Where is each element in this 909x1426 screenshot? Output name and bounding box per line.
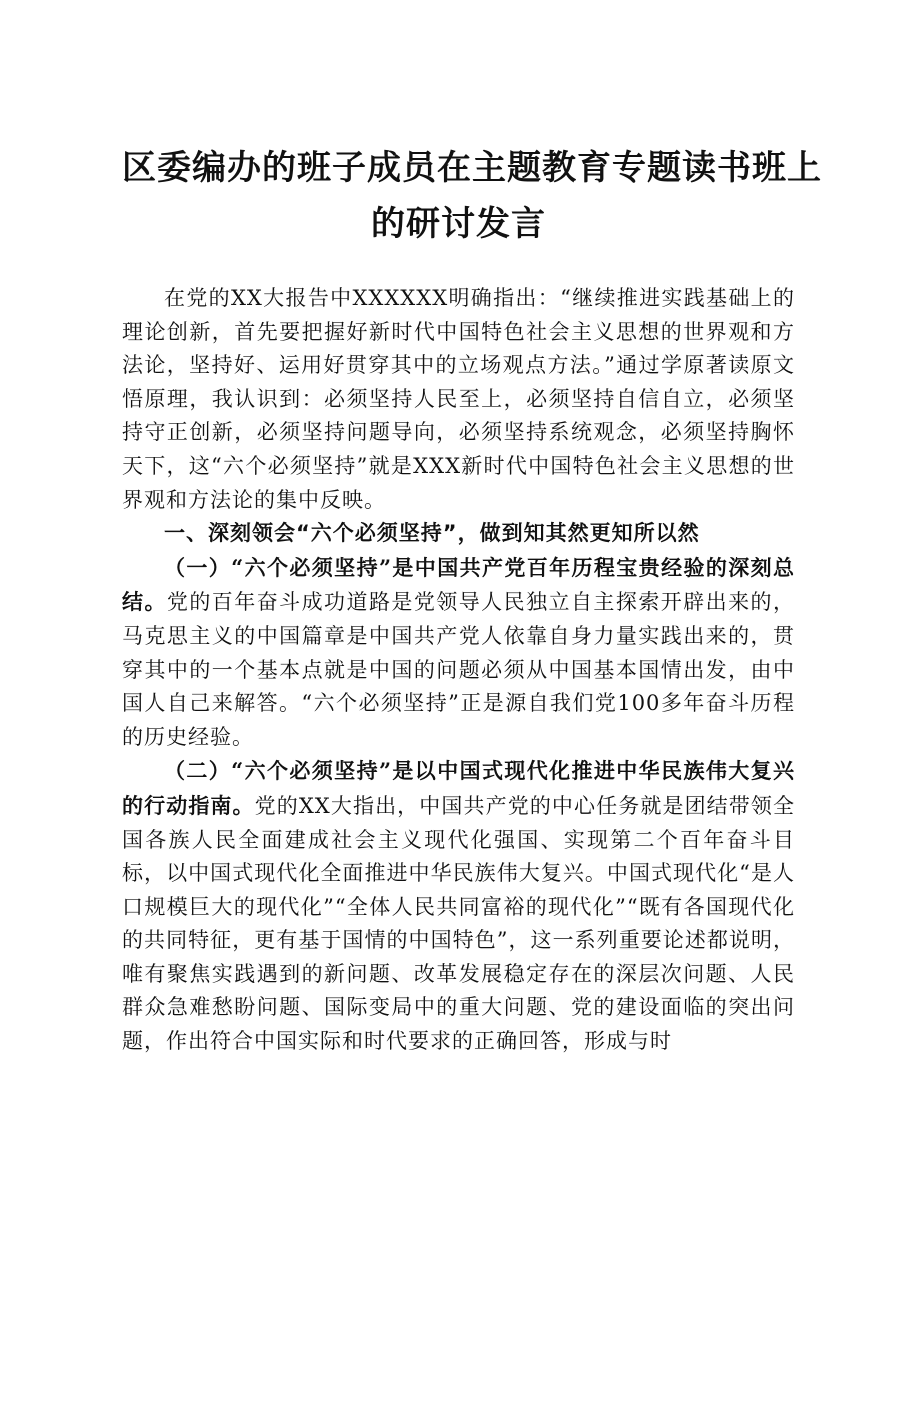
point-2-lead: （二）“六个必须坚持”是以中国式现代化推进中华民族伟大复兴的行动指南。	[122, 758, 795, 818]
title-line-1: 区委编办的班子成员在主题教育专题读书班上	[122, 148, 822, 188]
document-title	[122, 140, 822, 252]
document-page	[0, 140, 909, 1426]
document-body	[122, 282, 795, 1059]
point-1-lead: （一）“六个必须坚持”是中国共产党百年历程宝贵经验的深刻总结。	[122, 554, 795, 615]
title-line-2: 的研讨发言	[371, 204, 546, 244]
paragraph-point-2	[122, 754, 795, 1058]
intro-paragraph: 在党的XX大报告中XXXXXX明确指出：“继续推进实践基础上的理论创新，首先要把握好新时代中国特色社会主义思想的世界观和方法论，坚持好、运用好贯穿其中的立场观点方法。”通过学原著读原文悟原理，我认识到：必须坚持人民至上，必须坚持自信自立，必须坚持守正创新，必须坚持问题导向，必须坚持系统观念，必须坚持胸怀天下，这“六个必须坚持”就是XXX新时代中国特色社会主义思想的世界观和方法论的集中反映。	[122, 286, 795, 512]
point-2-body: 党的XX大指出，中国共产党的中心任务就是团结带领全国各族人民全面建成社会主义现代化强国、实现第二个百年奋斗目标，以中国式现代化全面推进中华民族伟大复兴。中国式现代化“是人口规模巨大的现代化”“全体人民共同富裕的现代化”“既有各国现代化的共同特征，更有基于国情的中国特色”，这一系列重要论述都说明，唯有聚焦实践遇到的新问题、改革发展稳定存在的深层次问题、人民群众急难愁盼问题、国际变局中的重大问题、党的建设面临的突出问题，作出符合中国实际和时代要求的正确回答，形成与时	[122, 793, 795, 1054]
point-1-body: 党的百年奋斗成功道路是党领导人民独立自主探索开辟出来的，马克思主义的中国篇章是中国共产党人依靠自身力量实践出来的，贯穿其中的一个基本点就是中国的问题必须从中国基本国情出发，由中国人自己来解答。“六个必须坚持”正是源自我们党100多年奋斗历程的历史经验。	[122, 590, 796, 749]
paragraph-point-1	[122, 551, 795, 755]
section-heading-1: 一、深刻领会“六个必须坚持”，做到知其然更知所以然	[164, 521, 700, 546]
